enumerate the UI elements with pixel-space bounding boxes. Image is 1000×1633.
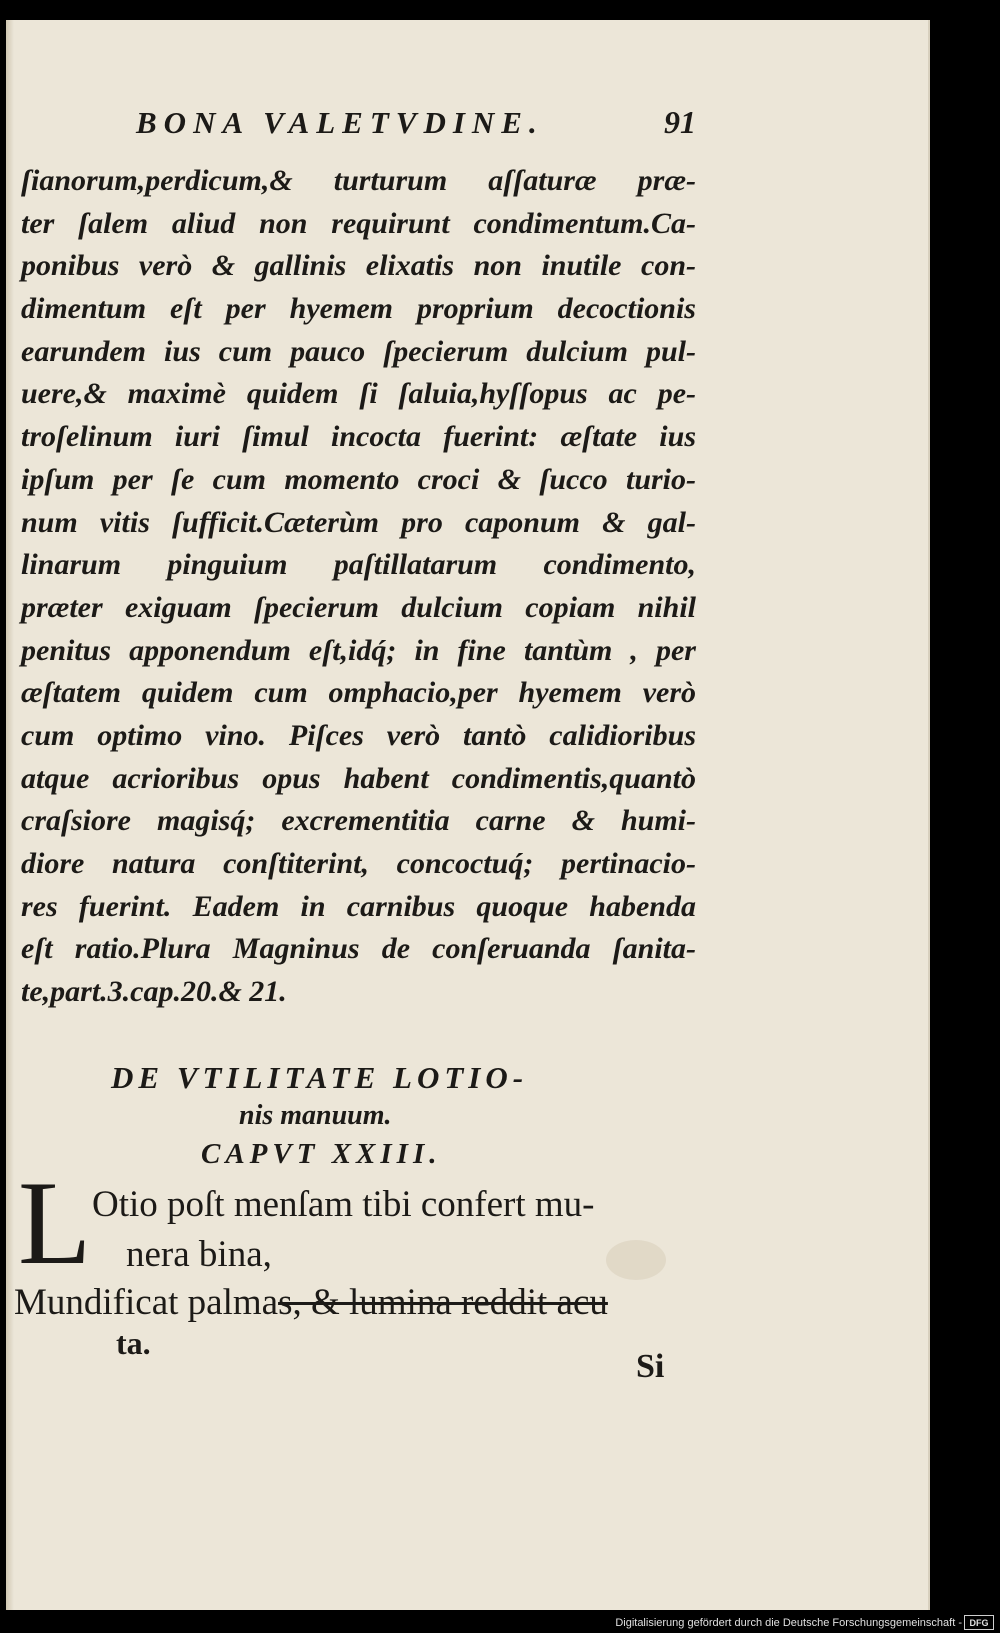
body-line: atque acrioribus opus habent condimentis,quantò: [21, 761, 696, 795]
chapter-title-line1: DE VTILITATE LOTIO-: [111, 1060, 529, 1095]
chapter-number: CAPVT XXIII.: [201, 1138, 442, 1170]
page-gutter-edge: [6, 20, 14, 1610]
running-head: [116, 104, 696, 141]
catchword: Si: [636, 1348, 665, 1385]
body-line: num vitis ſufficit.Cæterùm pro caponum & gal-: [21, 505, 696, 539]
body-text: [21, 160, 696, 1014]
verse-line: nera bina,: [126, 1234, 272, 1275]
body-line: res fuerint. Eadem in carnibus quoque habenda: [21, 889, 696, 923]
body-line: penitus apponendum eſt,idq́; in fine tantùm , per: [21, 633, 696, 667]
page-number: 91: [664, 104, 696, 140]
body-line: troſelinum iuri ſimul incocta fuerint: æſtate ius: [21, 420, 696, 454]
footer-credit: Digitalisierung gefördert durch die Deutsche Forschungsgemeinschaft -: [615, 1617, 962, 1629]
dfg-logo-icon: DFG: [964, 1615, 994, 1630]
body-line: ipſum per ſe cum momento croci & ſucco turio-: [21, 462, 696, 496]
drop-cap: L: [18, 1156, 92, 1289]
body-line: craſsiore magisq́; excrementitia carne & humi-: [21, 804, 696, 838]
body-line: cum optimo vino. Piſces verò tantò calidioribus: [21, 718, 696, 752]
paper-stain: [606, 1240, 666, 1280]
body-line: ponibus verò & gallinis elixatis non inutile con-: [21, 249, 696, 283]
body-line: linarum pinguium paſtillatarum condimento,: [21, 548, 696, 582]
body-line: te,part.3.cap.20.& 21.: [21, 975, 287, 1009]
body-line: ſianorum,perdicum,& turturum aſſaturæ præ-: [21, 164, 696, 197]
verse-line: [14, 1281, 686, 1324]
body-line: diore natura conſtiterint, concoctuq́; pertinacio-: [21, 847, 696, 880]
book-page: [6, 20, 930, 1610]
body-line: earundem ius cum pauco ſpecierum dulcium pul-: [21, 334, 696, 368]
running-title: BONA VALETVDINE.: [136, 105, 544, 140]
body-line: æſtatem quidem cum omphacio,per hyemem verò: [21, 676, 696, 710]
body-line: dimentum eſt per hyemem proprium decoctionis: [21, 292, 696, 326]
verse-text: Mundificat palma: [14, 1282, 279, 1323]
body-line: præter exiguam ſpecierum dulcium copiam nihil: [21, 590, 696, 624]
body-line: ter ſalem aliud non requirunt condimentum.Ca-: [21, 206, 696, 240]
body-line: eſt ratio.Plura Magninus de conſeruanda ſanita-: [21, 932, 696, 966]
digitization-footer: [0, 1611, 1000, 1633]
body-line: uere,& maximè quidem ſi ſaluia,hyſſopus ac pe-: [21, 377, 696, 411]
verse-line: Otio poſt menſam tibi confert mu-: [92, 1184, 595, 1225]
struck-through-text: s, & lumina reddit acu: [278, 1282, 608, 1323]
chapter-heading: [111, 1060, 711, 1171]
verse-line: ta.: [116, 1325, 151, 1361]
chapter-title-line2: nis manuum.: [239, 1100, 392, 1131]
